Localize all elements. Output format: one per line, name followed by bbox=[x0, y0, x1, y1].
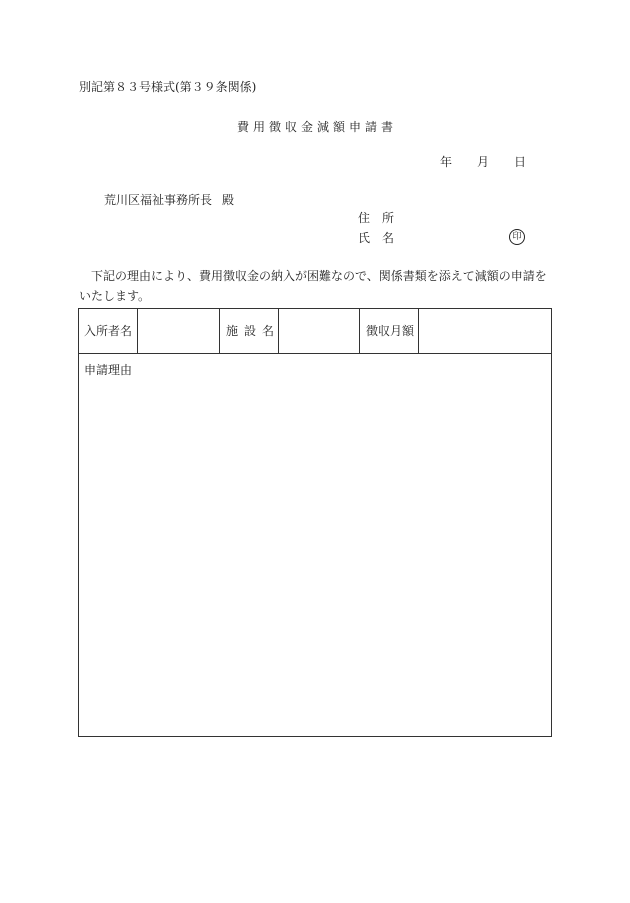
reason-label: 申請理由 bbox=[84, 363, 133, 377]
date-day-label: 日 bbox=[514, 155, 527, 169]
addressee-name: 荒川区福祉事務所長 bbox=[104, 193, 213, 207]
date-line bbox=[440, 156, 534, 168]
resident-name-label: 入所者名 bbox=[84, 324, 133, 338]
form-reference: 別記第８３号様式(第３９条関係) bbox=[79, 80, 257, 94]
document-title: 費用徴収金減額申請書 bbox=[236, 120, 397, 134]
application-table bbox=[78, 308, 552, 737]
seal-mark: 印 bbox=[509, 229, 525, 245]
facility-name-label: 施設名 bbox=[226, 324, 281, 338]
divider bbox=[418, 309, 419, 353]
divider bbox=[219, 309, 220, 353]
applicant-address-label: 住所 bbox=[358, 211, 407, 225]
applicant-name-label: 氏名 bbox=[358, 231, 407, 245]
request-statement: 下記の理由により、費用徴収金の納入が困難なので、関係書類を添えて減額の申請をいたします。 bbox=[79, 269, 547, 303]
addressee bbox=[104, 194, 234, 206]
date-year-label: 年 bbox=[440, 155, 453, 169]
divider bbox=[359, 309, 360, 353]
header-row bbox=[79, 309, 551, 354]
divider bbox=[137, 309, 138, 353]
addressee-honorific: 殿 bbox=[222, 193, 235, 207]
monthly-fee-label: 徴収月額 bbox=[366, 324, 415, 338]
date-month-label: 月 bbox=[477, 155, 490, 169]
